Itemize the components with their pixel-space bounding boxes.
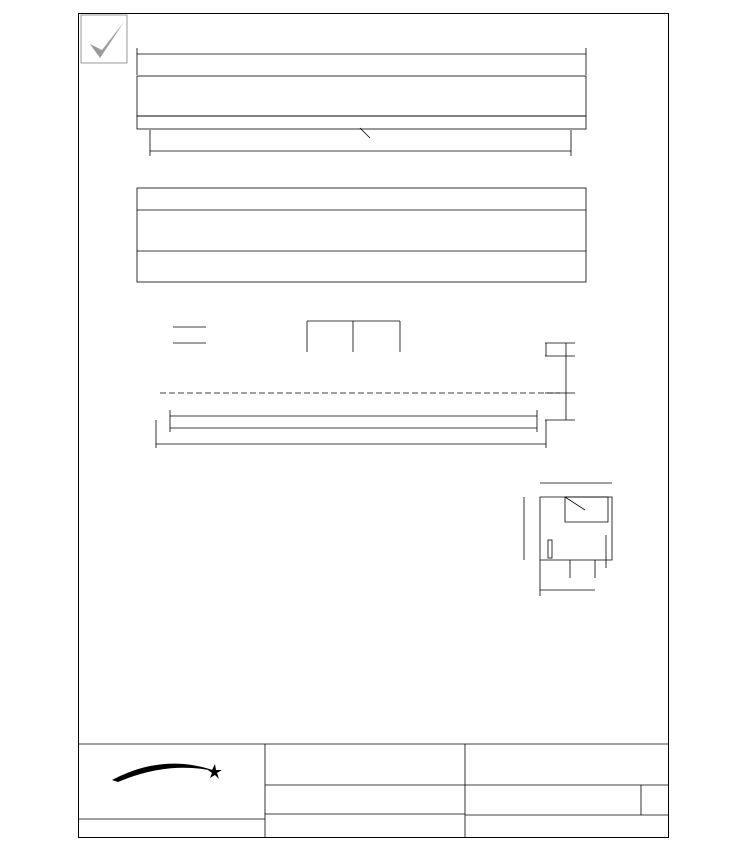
kyd-swoosh-icon bbox=[112, 764, 222, 782]
side-view bbox=[524, 483, 612, 596]
plan-view bbox=[137, 188, 586, 282]
pcb-layout-view bbox=[156, 321, 575, 448]
front-view bbox=[137, 48, 586, 156]
title-block-lines bbox=[78, 744, 669, 838]
